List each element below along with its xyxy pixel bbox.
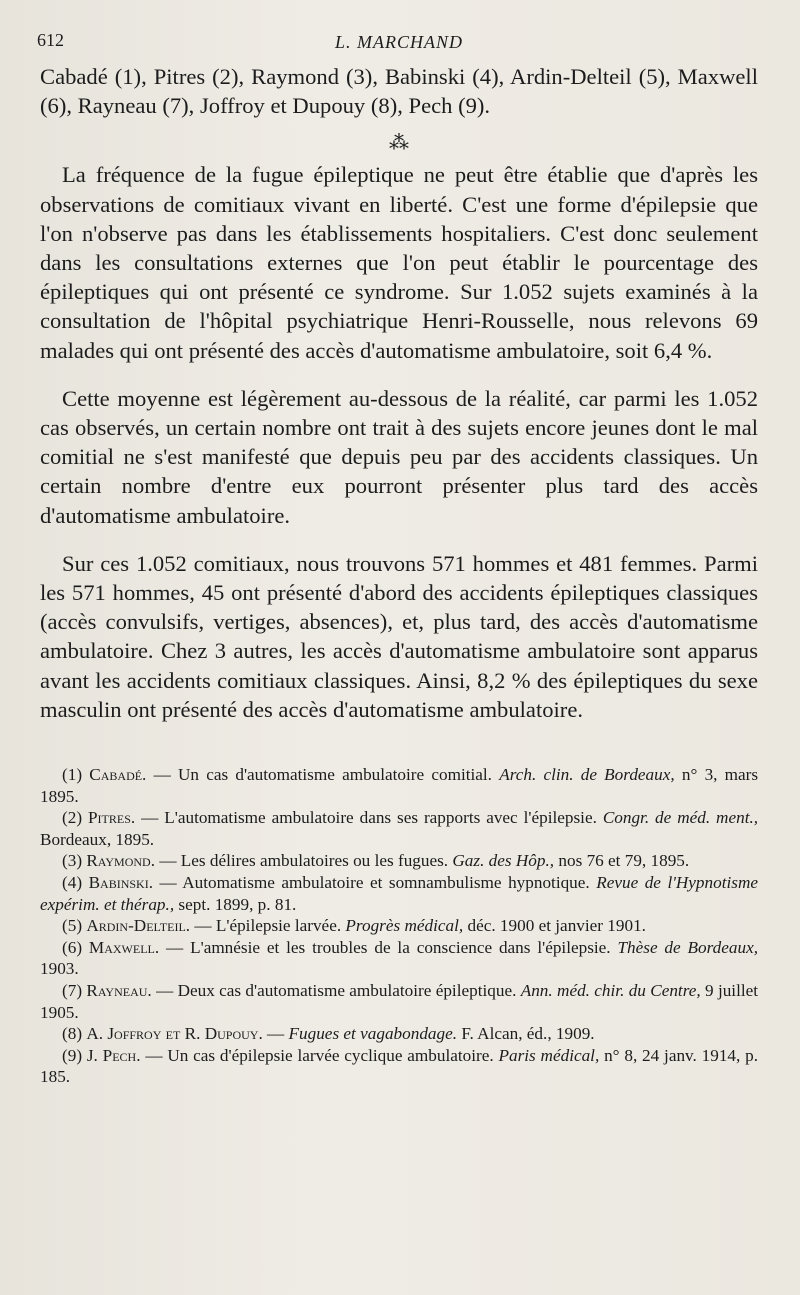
footnote	[40, 980, 758, 1023]
footnote-number: (5)	[62, 916, 83, 936]
footnote-dash: —	[159, 851, 177, 871]
footnote-number: (7)	[62, 981, 83, 1000]
footnote-author: Maxwell.	[88, 937, 160, 957]
footnote-dash: —	[141, 808, 159, 828]
page-number: 612	[37, 30, 64, 50]
footnote-author: Babinski.	[88, 873, 153, 893]
footnote-details: 1903.	[40, 959, 79, 979]
footnote-number: (4)	[62, 873, 83, 893]
footnote	[40, 807, 758, 850]
footnote-details: n° 8, 24 janv. 1914, p. 185.	[40, 1045, 759, 1087]
footnote-title: Fugues et vagabondage.	[288, 1024, 458, 1044]
footnote-dash: —	[159, 873, 177, 893]
footnote-title: Un cas d'automatisme ambulatoire comitial.	[177, 765, 492, 785]
main-text	[40, 62, 758, 724]
footnotes	[40, 764, 758, 1088]
footnote-dash: —	[166, 937, 184, 957]
footnote-author: Rayneau.	[86, 981, 152, 1000]
footnote	[40, 850, 758, 872]
footnote-source: Arch. clin. de Bordeaux,	[499, 765, 675, 785]
footnote-title: Automatisme ambulatoire et somnambulisme hypnotique.	[182, 873, 590, 893]
footnote-source: Revue de l'Hypnotisme expérim. et thérap.,	[40, 873, 758, 914]
footnote-details: nos 76 et 79, 1895.	[558, 851, 690, 871]
footnote-dash: —	[153, 765, 171, 785]
footnote-source: Ann. méd. chir. du Centre,	[520, 981, 701, 1000]
footnote-author: Raymond.	[86, 851, 156, 871]
footnote-details: déc. 1900 et janvier 1901.	[467, 916, 646, 936]
footnote-author: J. Pech.	[86, 1045, 141, 1065]
footnote-details: 9 juillet 1905.	[40, 981, 759, 1022]
footnote-details: n° 3, mars 1895.	[40, 765, 759, 806]
footnote-source: Congr. de méd. ment.,	[602, 808, 759, 828]
footnote	[40, 1045, 758, 1088]
footnote	[40, 764, 758, 807]
footnote-number: (1)	[62, 765, 83, 785]
footnote-title: L'amnésie et les troubles de la conscience dans l'épilepsie.	[190, 937, 611, 957]
footnote-details: Bordeaux, 1895.	[40, 829, 155, 849]
intro-paragraph: Cabadé (1), Pitres (2), Raymond (3), Babinski (4), Ardin-Delteil (5), Maxwell (6), Rayneau (7), Joffroy et Dupouy (8), Pech (9).	[40, 64, 758, 119]
footnote-author: Cabadé.	[89, 765, 147, 785]
paragraph-statistics: Sur ces 1.052 comitiaux, nous trouvons 571 hommes et 481 femmes. Parmi les 571 hommes, 45 ont présenté d'abord des accidents épileptiques classiques (accès convulsifs, vertiges, absences), et, plus tard, des accès d'automatisme ambulatoire. Chez 3 autres, les accès d'automatisme ambulatoire sont apparus avant les accidents comitiaux classiques. Ainsi, 8,2 % des épileptiques du sexe masculin ont présenté des accès d'automatisme ambulatoire.	[40, 550, 758, 722]
footnote-author: Ardin-Delteil.	[86, 916, 191, 936]
footnote-source: Gaz. des Hôp.,	[452, 851, 555, 871]
paragraph-average: Cette moyenne est légèrement au-dessous de la réalité, car parmi les 1.052 cas observés, un certain nombre ont trait à des sujets encore jeunes dont le mal comitial ne s'est manifesté que depuis peu par des accidents classiques. Un certain nombre d'entre eux pourront présenter plus tard des accès d'automatisme ambulatoire.	[40, 385, 758, 528]
running-head: L. MARCHAND	[335, 32, 463, 52]
page-header	[37, 28, 758, 62]
footnote-dash: —	[145, 1045, 163, 1065]
footnote	[40, 915, 758, 937]
footnote-number: (3)	[62, 851, 83, 871]
footnote-source: Thèse de Bordeaux,	[617, 937, 759, 957]
footnote-title: L'épilepsie larvée.	[215, 916, 342, 936]
footnote	[40, 937, 758, 980]
footnote-title: Un cas d'épilepsie larvée cyclique ambulatoire.	[167, 1045, 494, 1065]
footnote	[40, 872, 758, 915]
footnote-title: Deux cas d'automatisme ambulatoire épileptique.	[177, 981, 517, 1000]
footnote-number: (6)	[62, 937, 83, 957]
footnote-title: L'automatisme ambulatoire dans ses rapports avec l'épilepsie.	[164, 808, 597, 828]
footnote-number: (8)	[62, 1024, 83, 1044]
footnote-details: sept. 1899, p. 81.	[178, 894, 297, 914]
asterism-divider: ⁂	[389, 132, 409, 155]
paragraph-frequency: La fréquence de la fugue épileptique ne peut être établie que d'après les observations de comitiaux vivant en liberté. C'est une forme d'épilepsie que l'on n'observe pas dans les établissements hospitaliers. C'est donc seulement dans les consultations externes que l'on peut établir le pourcentage des épileptiques qui ont présenté ce syndrome. Sur 1.052 sujets examinés à la consultation de l'hôpital psychiatrique Henri-Rousselle, nous relevons 69 malades qui ont présenté des accès d'automatisme ambulatoire, soit 6,4 %.	[40, 162, 758, 363]
footnote-author: Pitres.	[87, 808, 136, 828]
footnote	[40, 1023, 758, 1045]
footnote-number: (9)	[62, 1045, 83, 1065]
footnote-number: (2)	[62, 808, 83, 828]
footnote-source: F. Alcan,	[461, 1024, 523, 1044]
footnote-title: Les délires ambulatoires ou les fugues.	[180, 851, 449, 871]
footnote-source: Paris médical,	[498, 1045, 600, 1065]
footnote-dash: —	[267, 1024, 285, 1044]
footnote-dash: —	[156, 981, 174, 1000]
footnote-author: A. Joffroy et R. Dupouy.	[86, 1024, 263, 1044]
footnote-dash: —	[194, 916, 212, 936]
footnote-source: Progrès médical,	[345, 916, 464, 936]
footnote-details: éd., 1909.	[526, 1024, 595, 1044]
